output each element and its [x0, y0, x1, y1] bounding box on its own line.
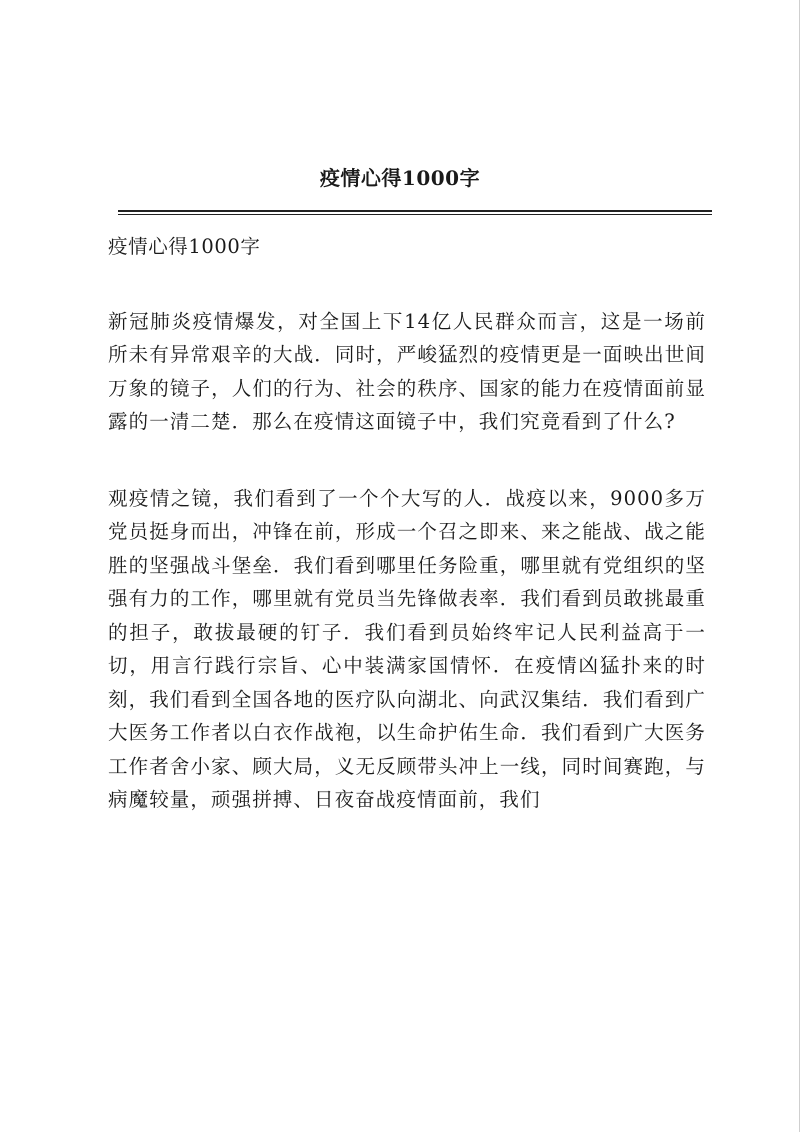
document-body: [108, 230, 706, 817]
title-divider: [118, 210, 712, 215]
page-title: 疫情心得1000字: [319, 166, 481, 190]
spacer: [108, 439, 706, 482]
paragraph: 观疫情之镜，我们看到了一个个大写的人．战疫以来，9000多万党员挺身而出，冲锋在前，形成一个召之即来、来之能战、战之能胜的坚强战斗堡垒．我们看到哪里任务险重，哪里就有党组织的坚强有力的工作，哪里就有党员当先锋做表率．我们看到员敢挑最重的担子，敢拔最硬的钉子．我们看到员始终牢记人民利益高于一切，用言行践行宗旨、心中装满家国情怀．在疫情凶猛扑来的时刻，我们看到全国各地的医疗队向湖北、向武汉集结．我们看到广大医务工作者以白衣作战袍，以生命护佑生命．我们看到广大医务工作者舍小家、顾大局，义无反顾带头冲上一线，同时间赛跑，与病魔较量，顽强拼搏、日夜奋战疫情面前，我们: [108, 486, 706, 811]
spacer: [108, 264, 706, 305]
paragraph: 新冠肺炎疫情爆发，对全国上下14亿人民群众而言，这是一场前所未有异常艰辛的大战．同时，严峻猛烈的疫情更是一面映出世间万象的镜子，人们的行为、社会的秩序、国家的能力在疫情面前显露的一清二楚．那么在疫情这面镜子中，我们究竟看到了什么?: [108, 309, 706, 433]
document-subtitle: 疫情心得1000字: [108, 235, 261, 258]
